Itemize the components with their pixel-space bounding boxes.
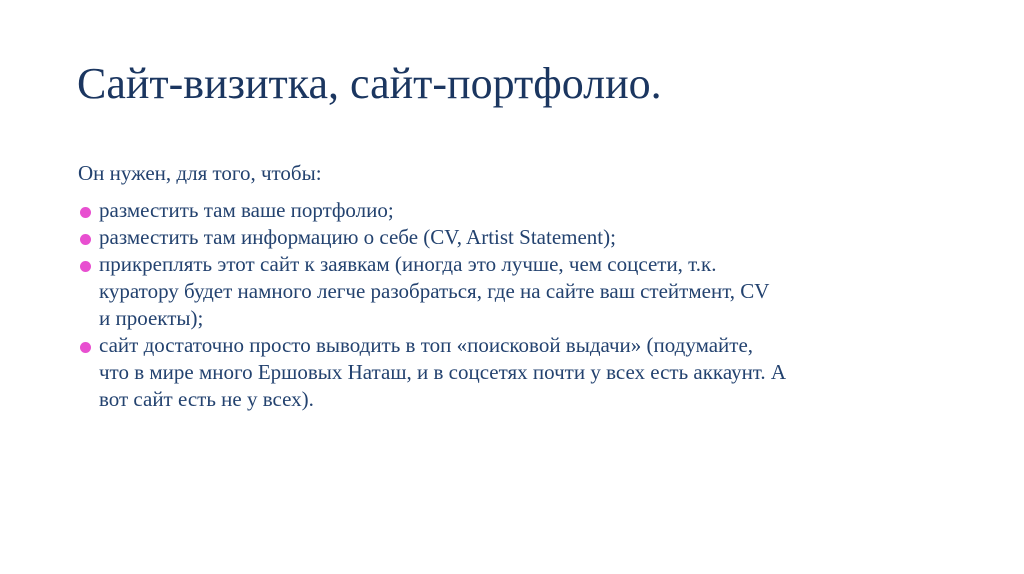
bullet-line: вот сайт есть не у всех).: [99, 387, 314, 411]
bullet-list: [78, 197, 958, 413]
bullet-line: куратору будет намного легче разобраться, где на сайте ваш стейтмент, CV: [99, 279, 770, 303]
bullet-item: [78, 197, 958, 224]
bullet-line: что в мире много Ершовых Наташ, и в соцсетях почти у всех есть аккаунт. А: [99, 360, 787, 384]
bullet-item: [78, 251, 958, 332]
bullet-line: разместить там информацию о себе (CV, Artist Statement);: [99, 225, 616, 249]
bullet-dot-icon: [80, 261, 91, 272]
bullet-dot-icon: [80, 234, 91, 245]
bullet-dot-icon: [80, 342, 91, 353]
slide-title: Сайт-визитка, сайт-портфолио.: [77, 59, 662, 108]
bullet-item: [78, 224, 958, 251]
bullet-item: [78, 332, 958, 413]
slide-intro-text: Он нужен, для того, чтобы:: [78, 161, 322, 185]
bullet-line: разместить там ваше портфолио;: [99, 198, 394, 222]
bullet-line: сайт достаточно просто выводить в топ «поисковой выдачи» (подумайте,: [99, 333, 754, 357]
bullet-dot-icon: [80, 207, 91, 218]
bullet-line: и проекты);: [99, 306, 204, 330]
bullet-line: прикреплять этот сайт к заявкам (иногда это лучше, чем соцсети, т.к.: [99, 252, 717, 276]
